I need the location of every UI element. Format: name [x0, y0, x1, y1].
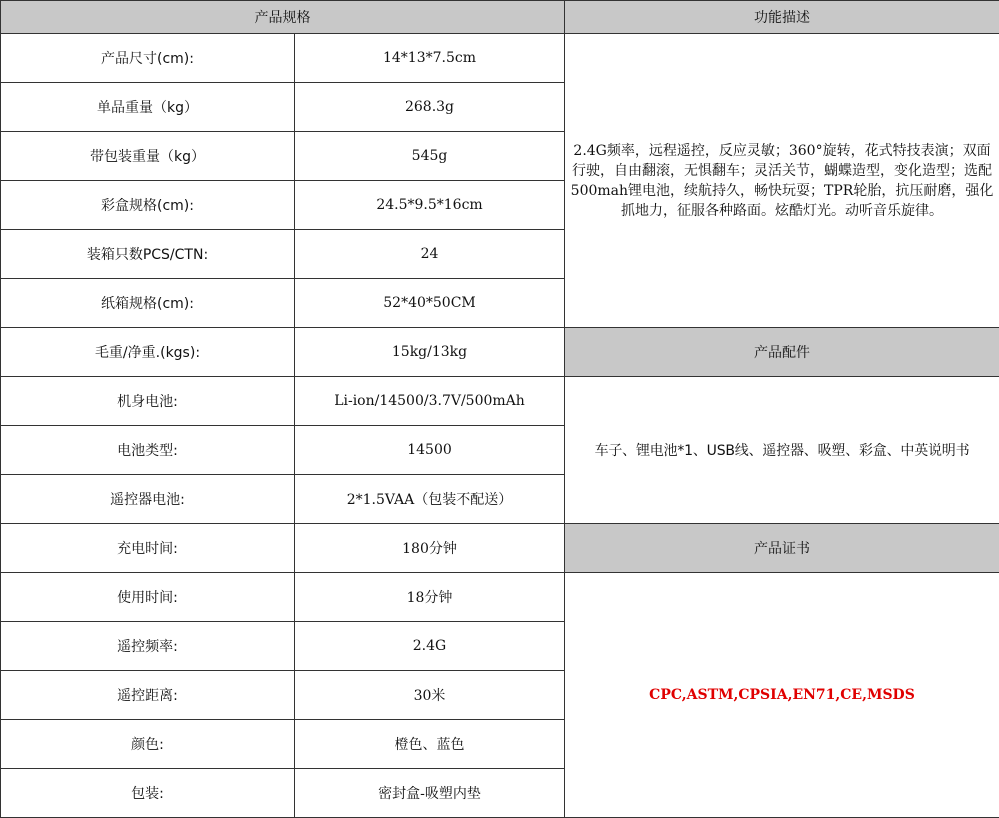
- row-label: 电池类型:: [1, 426, 295, 475]
- row-label: 遥控频率:: [1, 622, 295, 671]
- accessories-header: 产品配件: [565, 328, 999, 377]
- row-label: 包装:: [1, 769, 295, 818]
- row-label: 颜色:: [1, 720, 295, 769]
- row-label: 带包装重量（kg）: [1, 132, 295, 181]
- row-value: 24.5*9.5*16cm: [295, 181, 565, 230]
- certificate-list: CPC,ASTM,CPSIA,EN71,CE,MSDS: [565, 573, 999, 818]
- row-value: 18分钟: [295, 573, 565, 622]
- row-value: 密封盒-吸塑内垫: [295, 769, 565, 818]
- row-value: Li-ion/14500/3.7V/500mAh: [295, 377, 565, 426]
- row-label: 装箱只数PCS/CTN:: [1, 230, 295, 279]
- row-label: 纸箱规格(cm):: [1, 279, 295, 328]
- row-label: 彩盒规格(cm):: [1, 181, 295, 230]
- spec-header: 产品规格: [1, 1, 565, 34]
- row-label: 遥控距离:: [1, 671, 295, 720]
- row-value: 545g: [295, 132, 565, 181]
- row-value: 14500: [295, 426, 565, 475]
- row-value: 268.3g: [295, 83, 565, 132]
- row-label: 遥控器电池:: [1, 475, 295, 524]
- row-value: 14*13*7.5cm: [295, 34, 565, 83]
- row-value: 2.4G: [295, 622, 565, 671]
- row-value: 180分钟: [295, 524, 565, 573]
- row-label: 充电时间:: [1, 524, 295, 573]
- row-value: 橙色、蓝色: [295, 720, 565, 769]
- row-label: 产品尺寸(cm):: [1, 34, 295, 83]
- row-label: 使用时间:: [1, 573, 295, 622]
- accessories-list: 车子、锂电池*1、USB线、遥控器、吸塑、彩盒、中英说明书: [565, 377, 999, 524]
- function-header: 功能描述: [565, 1, 999, 34]
- row-value: 52*40*50CM: [295, 279, 565, 328]
- row-label: 机身电池:: [1, 377, 295, 426]
- row-value: 15kg/13kg: [295, 328, 565, 377]
- row-value: 24: [295, 230, 565, 279]
- row-label: 毛重/净重.(kgs):: [1, 328, 295, 377]
- row-label: 单品重量（kg）: [1, 83, 295, 132]
- function-description: 2.4G频率，远程遥控，反应灵敏；360°旋转，花式特技表演；双面行驶，自由翻滚，无惧翻车；灵活关节，蝴蝶造型，变化造型；选配500mah锂电池，续航持久，畅快玩耍；TPR轮胎，抗压耐磨，强化抓地力，征服各种路面。炫酷灯光。动听音乐旋律。: [565, 34, 999, 328]
- row-value: 30米: [295, 671, 565, 720]
- row-value: 2*1.5VAA（包装不配送）: [295, 475, 565, 524]
- certificate-header: 产品证书: [565, 524, 999, 573]
